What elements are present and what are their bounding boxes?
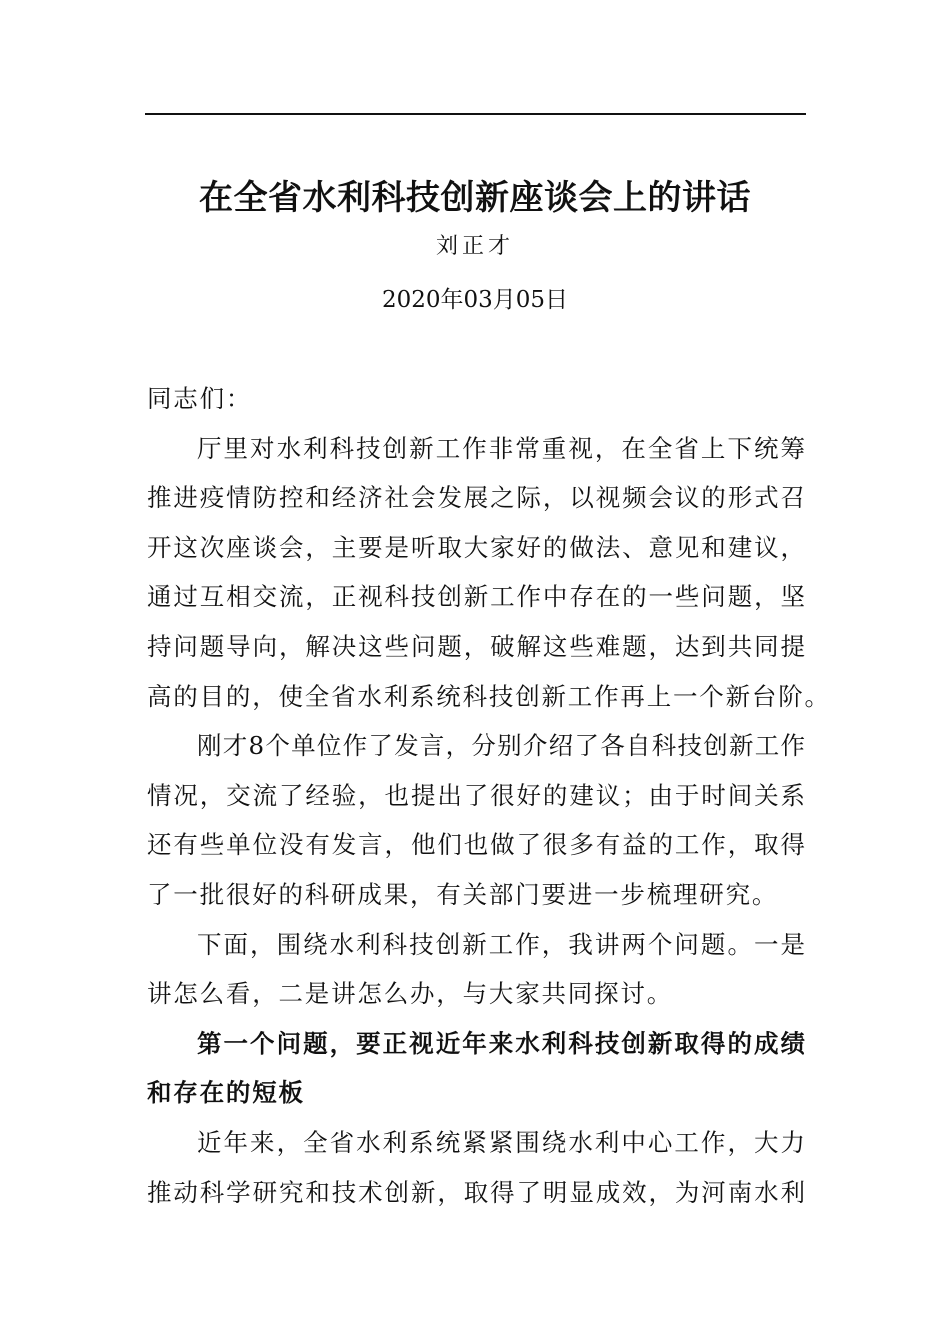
paragraph (147, 1118, 805, 1217)
text-line: 推进疫情防控和经济社会发展之际，以视频会议的形式召 (147, 483, 805, 513)
text-line: 情况，交流了经验，也提出了很好的建议；由于时间关系 (147, 780, 805, 810)
text-line: 讲怎么看，二是讲怎么办，与大家共同探讨。 (147, 979, 673, 1009)
text-line: 厅里对水利科技创新工作非常重视，在全省上下统筹 (197, 433, 805, 463)
paragraph (147, 920, 805, 1019)
text-line: 第一个问题，要正视近年来水利科技创新取得的成绩 (197, 1028, 805, 1058)
text-line: 高的目的，使全省水利系统科技创新工作再上一个新台阶。 (147, 681, 831, 711)
text-line: 推动科学研究和技术创新，取得了明显成效，为河南水利 (147, 1177, 805, 1207)
text-line: 持问题导向，解决这些问题，破解这些难题，达到共同提 (147, 631, 805, 661)
text-line: 刚才8个单位作了发言，分别介绍了各自科技创新工作 (197, 731, 805, 761)
document-body (147, 374, 831, 1217)
text-line: 了一批很好的科研成果，有关部门要进一步梳理研究。 (147, 879, 779, 909)
text-line: 开这次座谈会，主要是听取大家好的做法、意见和建议， (147, 532, 805, 562)
header-rule (145, 113, 806, 115)
document-title: 在全省水利科技创新座谈会上的讲话 (199, 178, 751, 218)
paragraph (147, 721, 805, 919)
text-line: 下面，围绕水利科技创新工作，我讲两个问题。一是 (197, 929, 805, 959)
paragraph (147, 424, 831, 722)
author: 刘正才 (435, 234, 514, 259)
text-line: 通过互相交流，正视科技创新工作中存在的一些问题，坚 (147, 582, 805, 612)
text-line: 还有些单位没有发言，他们也做了很多有益的工作，取得 (147, 830, 805, 860)
section-heading (147, 1019, 805, 1118)
text-line: 和存在的短板 (147, 1078, 305, 1108)
date: 2020年03月05日 (381, 287, 569, 313)
text-line: 近年来，全省水利系统紧紧围绕水利中心工作，大力 (197, 1127, 805, 1157)
salutation: 同志们： (147, 384, 253, 413)
